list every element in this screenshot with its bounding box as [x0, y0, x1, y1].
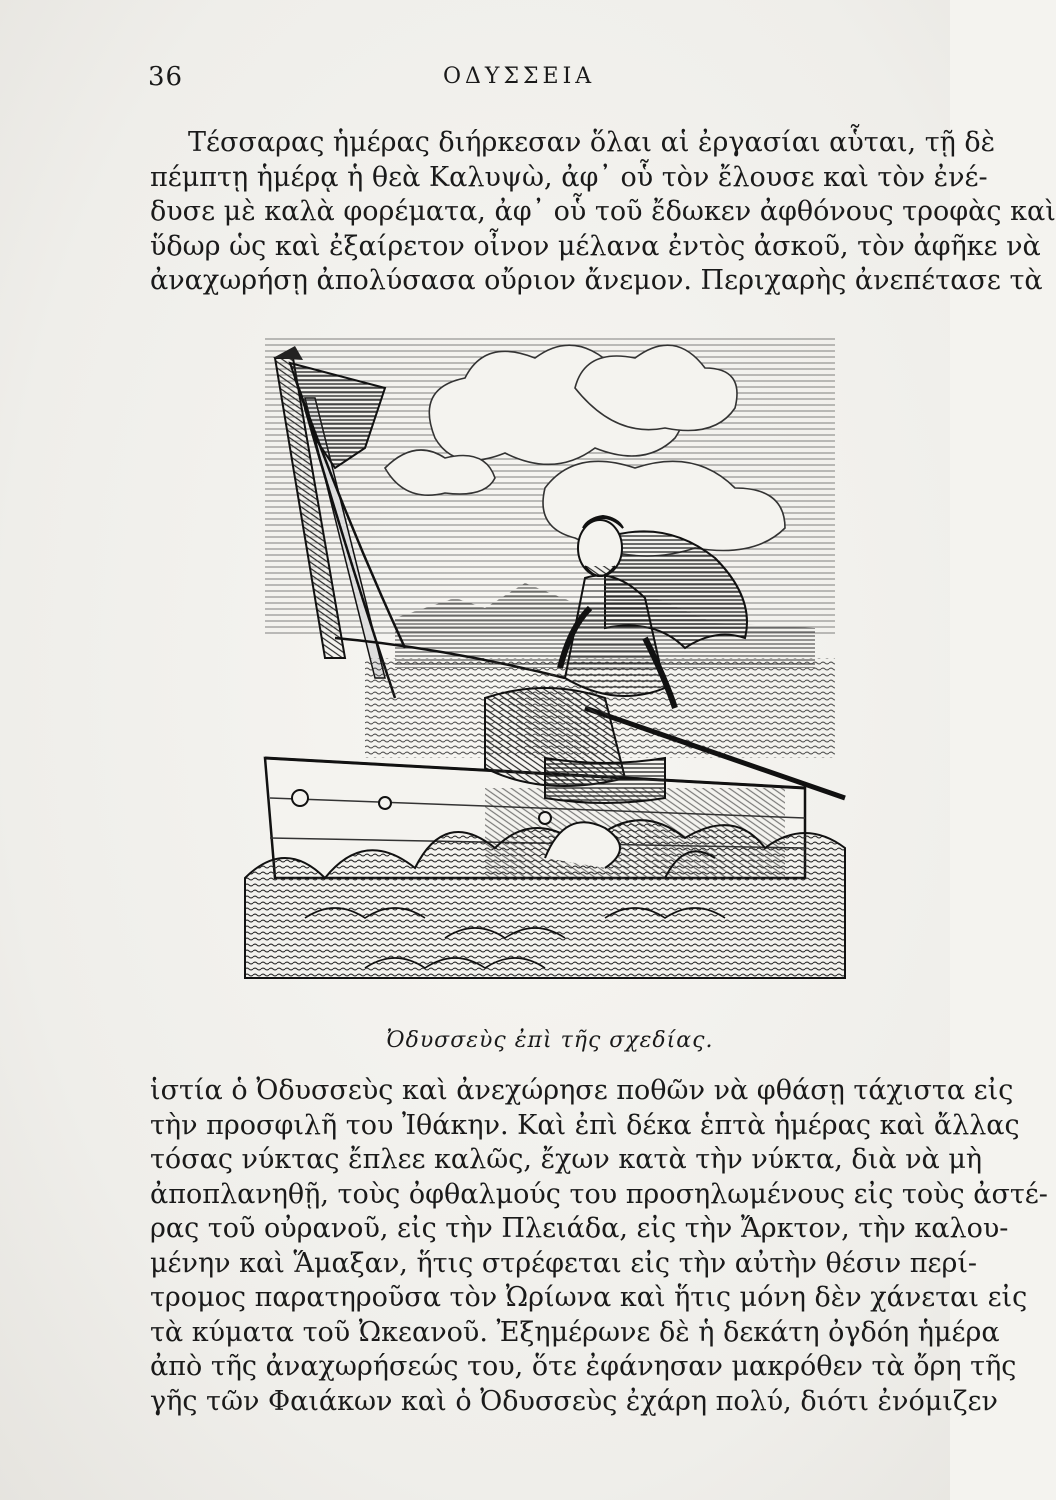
- text-line: ρας τοῦ οὐρανοῦ, εἰς τὴν Πλειάδα, εἰς τὴν Ἄρκτον, τὴν καλου-: [150, 1213, 1009, 1244]
- page-number: 36: [148, 62, 184, 92]
- text-line: ὕδωρ ὡς καὶ ἐξαίρετον οἶνον μέλανα ἐντὸς ἀσκοῦ, τὸν ἀφῆκε νὰ: [150, 230, 1041, 262]
- illustration-caption: Ὀδυσσεὺς ἐπὶ τῆς σχεδίας.: [386, 1028, 714, 1053]
- text-line: γῆς τῶν Φαιάκων καὶ ὁ Ὀδυσσεὺς ἐχάρη πολύ, διότι ἐνόμιζεν: [150, 1385, 998, 1417]
- text-line: ἀναχωρήσῃ ἀπολύσασα οὔριον ἄνεμον. Περιχαρὴς ἀνεπέτασε τὰ: [150, 265, 1043, 296]
- running-title: ΟΔΥΣΣΕΙΑ: [443, 64, 596, 89]
- running-head: [148, 62, 938, 98]
- text-line: τὰ κύματα τοῦ Ὠκεανοῦ. Ἐξημέρωνε δὲ ἡ δεκάτη ὀγδόη ἡμέρα: [150, 1316, 1000, 1348]
- text-line: τὴν προσφιλῆ του Ἰθάκην. Καὶ ἐπὶ δέκα ἑπτὰ ἡμέρας καὶ ἄλλας: [150, 1109, 1020, 1141]
- text-line: δυσε μὲ καλὰ φορέματα, ἀφ᾽ οὗ τοῦ ἔδωκεν ἀφθόνους τροφὰς καὶ: [150, 196, 1056, 227]
- text-line: ἀποπλανηθῇ, τοὺς ὀφθαλμούς του προσηλωμένους εἰς τοὺς ἀστέ-: [150, 1178, 1048, 1210]
- text-line: τρομος παρατηροῦσα τὸν Ὠρίωνα καὶ ἥτις μόνη δὲν χάνεται εἰς: [150, 1282, 1028, 1313]
- text-line: ἀπὸ τῆς ἀναχωρήσεώς του, ὅτε ἐφάνησαν μακρόθεν τὰ ὄρη τῆς: [150, 1351, 1017, 1382]
- text-line: μένην καὶ Ἅμαξαν, ἥτις στρέφεται εἰς τὴν αὐτὴν θέσιν περί-: [150, 1247, 978, 1279]
- text-line: πέμπτῃ ἡμέρᾳ ἡ θεὰ Καλυψὼ, ἀφ᾽ οὗ τὸν ἔλουσε καὶ τὸν ἐνέ-: [150, 161, 988, 193]
- bottom-paragraph: [150, 1074, 1048, 1419]
- text-line: τόσας νύκτας ἔπλεε καλῶς, ἔχων κατὰ τὴν νύκτα, διὰ νὰ μὴ: [150, 1144, 983, 1175]
- text-line: Τέσσαρας ἡμέρας διήρκεσαν ὅλαι αἱ ἐργασίαι αὗται, τῇ δὲ: [188, 127, 996, 158]
- top-paragraph: [150, 126, 1056, 299]
- text-line: ἱστία ὁ Ὀδυσσεὺς καὶ ἀνεχώρησε ποθῶν νὰ φθάσῃ τάχιστα εἰς: [150, 1075, 1014, 1106]
- engraving-odysseus-on-raft-icon: [245, 318, 845, 1010]
